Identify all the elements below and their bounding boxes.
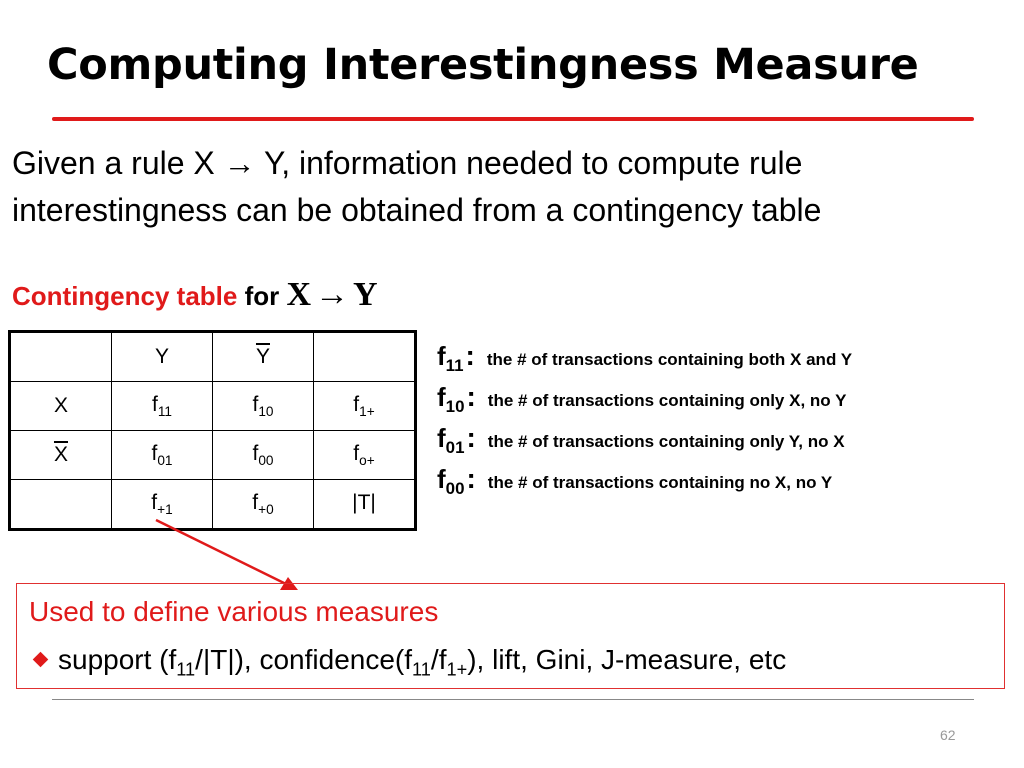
cell-total-t: |T| [314, 480, 416, 530]
title-divider [52, 117, 974, 121]
slide-title: Computing Interestingness Measure [47, 40, 919, 90]
contingency-table [8, 330, 417, 531]
header-cell-not-y [213, 332, 314, 382]
cell-f00: $f_{00}$ [213, 431, 314, 480]
arrow-icon: → [223, 145, 256, 181]
cell-fplus0: $f_{+0}$ [213, 480, 314, 530]
page-number: 62 [940, 727, 956, 743]
definition-f00: $f_{00}$: the # of transactions containing no X, no Y [437, 463, 833, 499]
header-cell-empty [10, 332, 112, 382]
intro-prefix: Given a rule X [12, 145, 224, 181]
header-cell-total [314, 332, 416, 382]
caption-y: Y [353, 276, 378, 313]
cell-f1plus: $f_{1+}$ [314, 382, 416, 431]
table-header-row [10, 332, 416, 382]
caption-arrow-icon: → [315, 276, 350, 313]
intro-text [12, 140, 1022, 234]
cell-fo-plus: $f_{o+}$ [314, 431, 416, 480]
definition-f01: $f_{01}$: the # of transactions containing only Y, no X [437, 422, 845, 458]
definition-f10: $f_{10}$: the # of transactions containing only X, no Y [437, 381, 847, 417]
table-caption [12, 276, 378, 314]
cell-f11: $f_{11}$ [112, 382, 213, 431]
measures-heading: Used to define various measures [29, 596, 439, 627]
row-label-total [10, 480, 112, 530]
header-cell-y: Y [112, 332, 213, 382]
intro-suffix: Y, information needed to compute rule interestingness can be obtained from a contingency table [12, 145, 822, 228]
cell-f10: $f_{10}$ [213, 382, 314, 431]
diamond-bullet-icon [33, 651, 49, 667]
row-label-x: X [10, 382, 112, 431]
cell-fplus1: $f_{+1}$ [112, 480, 213, 530]
cell-f01: $f_{01}$ [112, 431, 213, 480]
definition-f11: $f_{11}$: the # of transactions containing both X and Y [437, 340, 853, 376]
footer-divider [52, 699, 974, 700]
measures-list-item: support $(f_{11}/|T|)$, $confidence(f_{11}/f_{1+})$, lift, Gini, J-measure, etc [29, 644, 786, 681]
table-row-total [10, 480, 416, 530]
not-x-label: $\overline{X}$ [53, 443, 68, 466]
row-label-not-x [10, 431, 112, 480]
not-y-label: $\overline{Y}$ [255, 345, 270, 368]
caption-for: for [237, 281, 287, 311]
measures-box [16, 583, 1005, 689]
caption-x: X [286, 276, 312, 313]
definitions-list [437, 340, 1022, 504]
table-row-not-x [10, 431, 416, 480]
caption-red: Contingency table [12, 281, 238, 311]
table-row-x [10, 382, 416, 431]
